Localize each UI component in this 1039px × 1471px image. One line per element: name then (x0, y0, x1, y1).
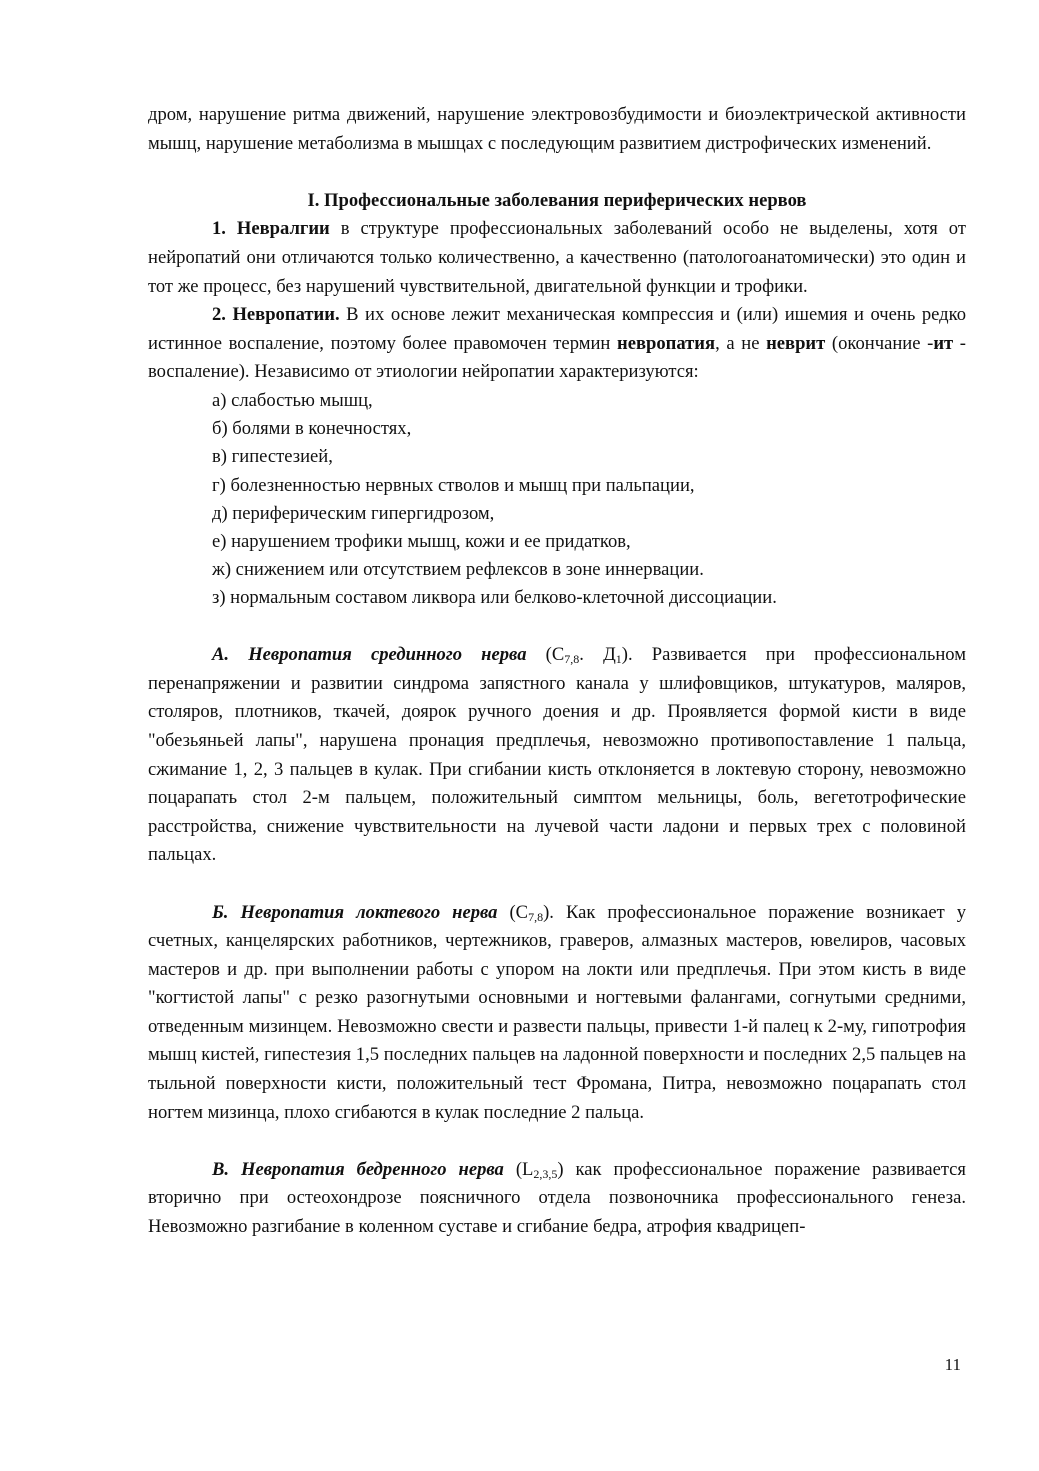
neuropathy-text: - воспаление). Независимо от этиологии нейропатии характеризуются: (148, 332, 966, 383)
neuropathy-text: (окончание - (825, 332, 934, 354)
suffix-bold-term: ит (933, 332, 954, 354)
segment-label: ) (557, 1158, 564, 1180)
list-item: е) нарушением трофики мышц, кожи и ее придатков, (212, 530, 631, 552)
neuralgia-paragraph (148, 215, 966, 301)
neuralgia-term: 1. Невралгии (212, 218, 330, 240)
segment-subscript: 7,8 (564, 652, 580, 667)
section-title: I. Профессиональные заболевания периферических нервов (307, 189, 807, 211)
ulnar-nerve-title: Б. Невропатия локтевого нерва (212, 901, 498, 923)
segment-label: . Д (579, 644, 616, 666)
neuropathy-term: 2. Невропатии. (212, 304, 340, 326)
segment-label: (С (497, 901, 529, 923)
list-item: в) гипестезией, (212, 446, 333, 468)
femoral-nerve-paragraph (148, 1156, 966, 1242)
intro-paragraph: дром, нарушение ритма движений, нарушение электровозбудимости и биоэлектрической активности мышц, нарушение метаболизма в мышцах с последующим развитием дистрофических изменений. (148, 104, 966, 154)
femoral-nerve-text: как профессиональное поражение развивается вторично при остеохондрозе поясничного отдела позвоночника профессионального генеза. Невозможно разгибание в коленном суставе и сгибание бедра, атрофия квадрицеп- (148, 1158, 966, 1238)
list-item: а) слабостью мышц, (212, 389, 373, 411)
page-number: 11 (944, 1355, 961, 1374)
median-nerve-title: А. Невропатия срединного нерва (212, 644, 527, 666)
neuropathy-paragraph (148, 301, 966, 387)
neuralgia-text: в структуре профессиональных заболеваний особо не выделены, хотя от нейропатий они отличаются только количественно, а качественно (патологоанатомически) это один и тот же процесс, без нарушений чувствительной, двигательной функции и трофики. (148, 218, 966, 297)
segment-label: ). (621, 644, 633, 666)
segment-subscript: 2,3,5 (533, 1166, 558, 1181)
neuropathy-text: , а не (715, 332, 767, 354)
neuritis-bold-term: неврит (766, 332, 826, 354)
neuropathy-bold-term: невропатия (617, 332, 716, 354)
median-nerve-paragraph (148, 641, 966, 870)
neuropathy-text: В их основе лежит механическая компрессия и (или) ишемия и очень редко истинное воспаление, поэтому более правомочен термин (148, 304, 967, 354)
segment-label: (L (503, 1158, 534, 1180)
segment-label: (С (526, 644, 565, 666)
list-item: б) болями в конечностях, (212, 418, 412, 440)
list-item: ж) снижением или отсутствием рефлексов в зоне иннервации. (212, 559, 704, 581)
segment-subscript: 1 (615, 652, 622, 667)
ulnar-nerve-text: Как профессиональное поражение возникает у счетных, канцелярских работников, чертежников, граверов, алмазных мастеров, ювелиров, часовых мастеров и др. при выполнении работы с упором на локти или предплечья. При этом кисть в виде "когтистой лапы" с резко разогнутыми основными и ногтевыми фалангами, согнутыми средними, отведенным мизинцем. Невозможно свести и развести пальцы, привести 1-й палец к 2-му, гипотрофия мышц кистей, гипестезия 1,5 последних пальцев на ладонной поверхности и последних 2,5 пальцев на тыльной поверхности кисти, положительный тест Фромана, Питра, невозможно поцарапать стол ногтем мизинца, плохо сгибаются в кулак последние 2 пальца. (148, 901, 967, 1123)
median-nerve-text: Развивается при профессиональном перенапряжении и развитии синдрома запястного канала у шлифовщиков, штукатуров, маляров, столяров, плотников, ткачей, доярок ручного доения и др. Проявляется формой кисти в виде "обезьяньей лапы", нарушена пронация предплечья, невозможно противопоставление 1 пальца, сжимание 1, 2, 3 пальцев в кулак. При сгибании кисть отклоняется в локтевую сторону, невозможно поцарапать стол 2-м пальцем, положительный симптом мельницы, боль, вегетотрофические расстройства, снижение чувствительности на лучевой части ладони и первых трех с половиной пальцах. (148, 644, 966, 866)
page-content (148, 101, 966, 1242)
ulnar-nerve-paragraph (148, 899, 966, 1128)
list-item: д) периферическим гипергидрозом, (212, 502, 495, 524)
symptom-list (148, 387, 966, 613)
femoral-nerve-title: В. Невропатия бедренного нерва (212, 1158, 504, 1180)
list-item: г) болезненностью нервных стволов и мышц при пальпации, (212, 474, 695, 496)
segment-subscript: 7,8 (528, 909, 544, 924)
segment-label: ). (543, 901, 554, 923)
list-item: з) нормальным составом ликвора или белково-клеточной диссоциации. (212, 587, 777, 609)
